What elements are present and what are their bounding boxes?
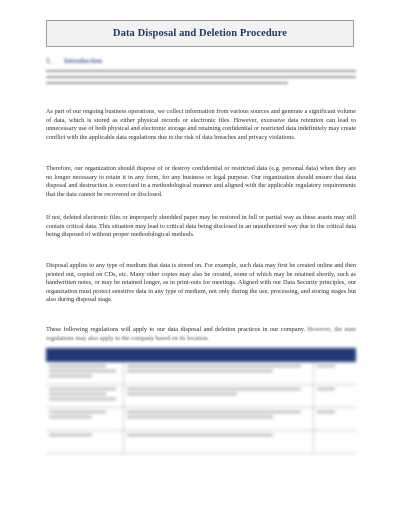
blurred-intro-paragraph [46,70,356,88]
blurred-text-line [46,70,356,72]
body-paragraph-5 [46,326,356,343]
table-row [46,362,356,385]
blurred-text-line [46,82,288,84]
body-paragraph-4: Disposal applies to any type of medium that data is stored on. For example, such data may first be created online and then printed out, copied on CDs, etc. Many other copies may also be created, some of which may be retained shortly, such as handwritten notes, or may be retained longer, as in print-outs for meetings. Aligned with our Data Security principles, our organization must protect sensitive data in any type of medium, not only during the use, processing, and storing stages but also during disposal stage. [46,262,356,303]
table-row [46,385,356,408]
page-bottom-fade [0,460,400,518]
body-paragraph-2: Therefore, our organization should dispose of or destroy confidential or restricted data (e.g. personal data) when they are no longer necessary to retain it in any form, for any business or legal purpose. Our organization should ensure that data disposal and destruction is exercised in a methodological manner and aligned with the applicable regulatory requirements that the data cannot be recovered or disclosed. [46,165,356,198]
paragraph-5-visible-text: These following regulations will apply to our data disposal and deletion practices in our company. [46,326,306,333]
body-paragraph-3: If not, deleted electronic files or improperly shredded paper may be restored in full or partial way as these assets may still contain critical data. This situation may lead to critical data being disclosed in an unauthorized way due to the critical data being disposed of without proper methodological methods. [46,214,356,238]
body-paragraph-1: As part of our ongoing business operations, we collect information from various sources and generate a significant volume of data, which is stored as either physical records or electronic files. However, excessive data retention can lead to unnecessary use of both physical and electronic storage and retaining confidential or restricted data indefinitely may create conflict with the applicable data regulations due to the risk of data breaches and privacy violations. [46,108,356,141]
regulations-table [46,348,356,454]
table-row [46,431,356,454]
blurred-text-line [46,76,356,78]
table-header-row [46,348,356,362]
section-heading-text: Introduction [64,57,102,65]
section-number: 1. [46,57,52,65]
document-title-box [46,20,354,47]
table-row [46,408,356,431]
paragraph-5-faded-text: However, the state regulations may also apply to the company based on its location. [46,326,356,342]
section-heading [46,57,102,65]
document-title: Data Disposal and Deletion Procedure [112,28,288,39]
